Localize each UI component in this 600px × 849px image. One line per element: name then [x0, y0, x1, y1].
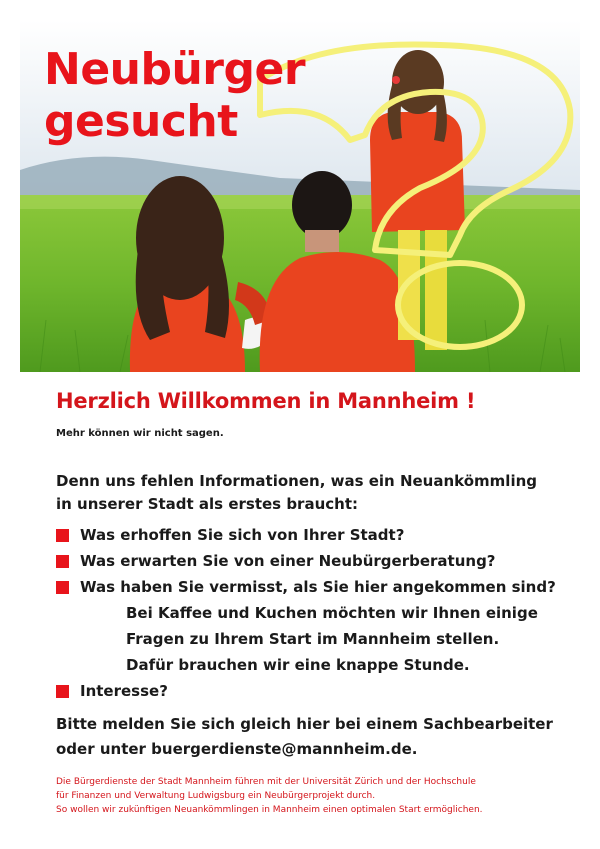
footnote-line-2: für Finanzen und Verwaltung Ludwigsburg ein Neubürgerprojekt durch.	[56, 791, 376, 801]
list-item	[56, 678, 586, 704]
red-square-bullet-icon	[56, 555, 69, 568]
headline-line-1: Neubürger	[44, 44, 306, 95]
welcome-heading: Herzlich Willkommen in Mannheim !	[56, 389, 476, 413]
subline-text: Mehr können wir nicht sagen.	[56, 428, 224, 439]
offer-line-3: Dafür brauchen wir eine knappe Stunde.	[126, 656, 470, 674]
list-item	[56, 522, 586, 548]
red-square-bullet-icon	[56, 685, 69, 698]
footnote	[56, 775, 586, 817]
red-square-bullet-icon	[56, 529, 69, 542]
red-square-bullet-icon	[56, 581, 69, 594]
intro-line-1: Denn uns fehlen Informationen, was ein Neuankömmling	[56, 472, 538, 490]
call-to-action	[56, 712, 586, 762]
question-text: Was erhoffen Sie sich von Ihrer Stadt?	[80, 526, 405, 544]
question-text: Was haben Sie vermisst, als Sie hier angekommen sind?	[80, 578, 556, 596]
headline-line-2: gesucht	[44, 96, 238, 147]
interest-text: Interesse?	[80, 682, 168, 700]
offer-line-1: Bei Kaffee und Kuchen möchten wir Ihnen einige	[126, 604, 538, 622]
offer-line-2: Fragen zu Ihrem Start im Mannheim stellen.	[126, 630, 500, 648]
intro-line-2: in unserer Stadt als erstes braucht:	[56, 495, 358, 513]
question-text: Was erwarten Sie von einer Neubürgerberatung?	[80, 552, 496, 570]
headline	[44, 44, 305, 148]
list-item	[56, 548, 586, 574]
cta-line-1: Bitte melden Sie sich gleich hier bei einem Sachbearbeiter	[56, 715, 553, 733]
cta-line-2: oder unter buergerdienste@mannheim.de.	[56, 740, 418, 758]
footnote-line-3: So wollen wir zukünftigen Neuankömmlingen in Mannheim einen optimalen Start ermöglichen.	[56, 805, 483, 815]
footnote-line-1: Die Bürgerdienste der Stadt Mannheim führen mit der Universität Zürich und der Hochschule	[56, 777, 476, 787]
intro-paragraph	[56, 470, 576, 516]
question-list	[56, 522, 586, 704]
list-item	[56, 574, 586, 600]
offer-text	[56, 600, 586, 678]
